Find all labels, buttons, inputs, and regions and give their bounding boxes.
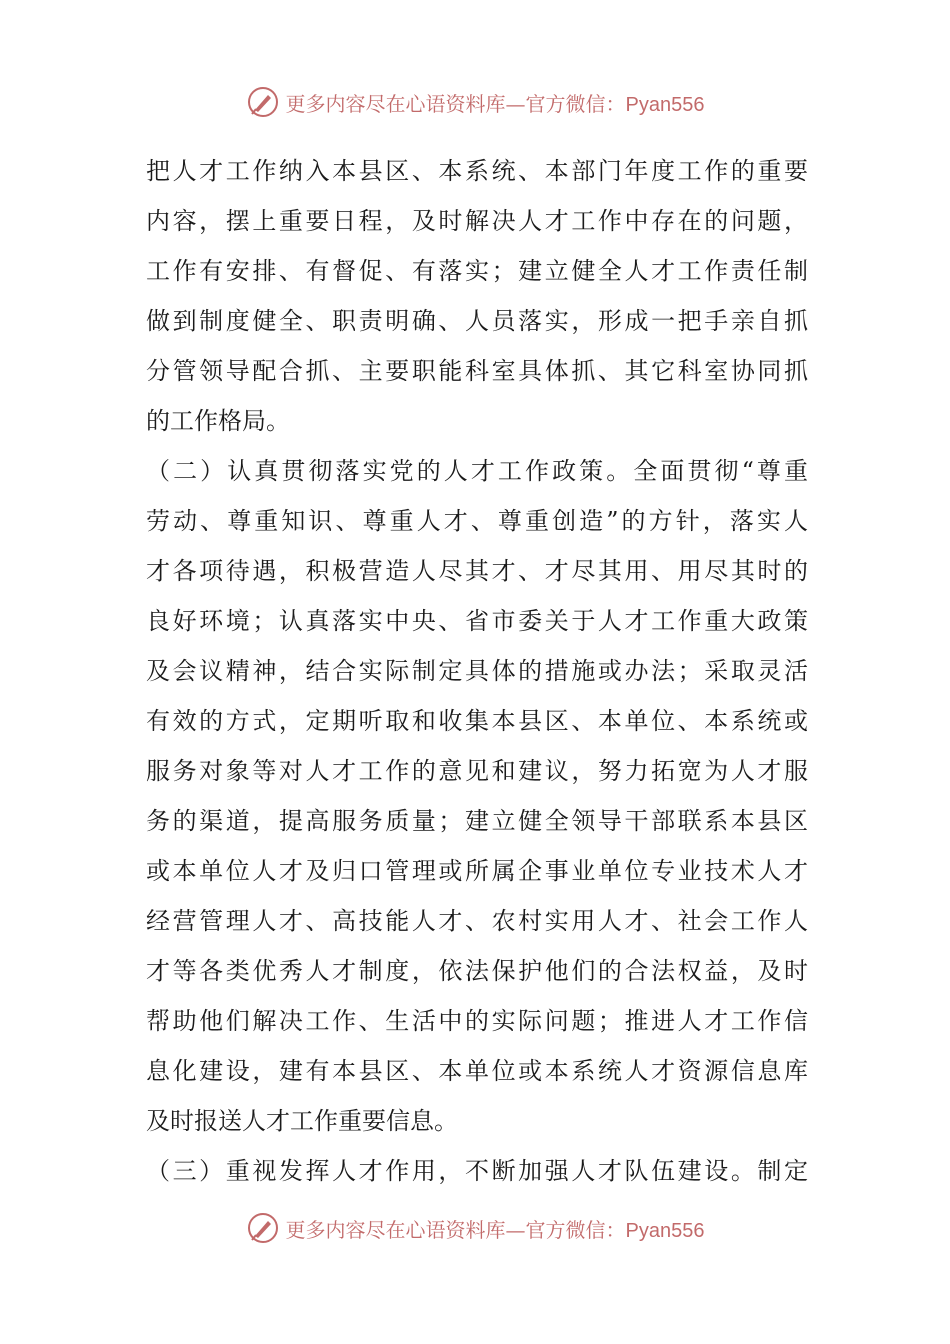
text-line: 务的渠道，提高服务质量；建立健全领导干部联系本县区 xyxy=(146,807,808,835)
text-line: 服务对象等对人才工作的意见和建议，努力拓宽为人才服 xyxy=(146,757,808,785)
text-line: 帮助他们解决工作、生活中的实际问题；推进人才工作信 xyxy=(146,1007,808,1035)
text-line: 有效的方式，定期听取和收集本县区、本单位、本系统或 xyxy=(146,707,808,735)
text-line: 才等各类优秀人才制度，依法保护他们的合法权益，及时 xyxy=(146,957,808,985)
header-wechat-id: Pyan556 xyxy=(625,93,705,116)
text-line: 做到制度健全、职责明确、人员落实，形成一把手亲自抓 xyxy=(146,307,808,335)
text-line: 把人才工作纳入本县区、本系统、本部门年度工作的重要 xyxy=(146,157,808,185)
text-line: 及会议精神，结合实际制定具体的措施或办法；采取灵活 xyxy=(146,657,808,685)
section-heading-line: （三）重视发挥人才作用，不断加强人才队伍建设。制定 xyxy=(146,1157,808,1185)
pen-logo-icon xyxy=(246,85,280,119)
text-line: 内容，摆上重要日程，及时解决人才工作中存在的问题， xyxy=(146,207,808,235)
text-line: 分管领导配合抓、主要职能科室具体抓、其它科室协同抓 xyxy=(146,357,808,385)
text-line: 及时报送人才工作重要信息。 xyxy=(146,1107,458,1135)
footer-wechat-id: Pyan556 xyxy=(625,1219,705,1242)
text-line: 经营管理人才、高技能人才、农村实用人才、社会工作人 xyxy=(146,907,808,935)
section-heading-line: （二）认真贯彻落实党的人才工作政策。全面贯彻“尊重 xyxy=(146,457,808,485)
header-banner xyxy=(0,82,950,122)
text-line: 工作有安排、有督促、有落实；建立健全人才工作责任制 xyxy=(146,257,808,285)
text-line: 的工作格局。 xyxy=(146,407,290,435)
text-line: 息化建设，建有本县区、本单位或本系统人才资源信息库 xyxy=(146,1057,808,1085)
text-line: 良好环境；认真落实中央、省市委关于人才工作重大政策 xyxy=(146,607,808,635)
document-body xyxy=(146,146,808,1196)
text-line: 或本单位人才及归口管理或所属企事业单位专业技术人才 xyxy=(146,857,808,885)
footer-banner-text: 更多内容尽在心语资料库—官方微信：Pyan556 xyxy=(285,1217,705,1242)
footer-banner xyxy=(0,1208,950,1248)
pen-logo-icon xyxy=(246,1211,280,1245)
text-line: 才各项待遇，积极营造人尽其才、才尽其用、用尽其时的 xyxy=(146,557,808,585)
text-line: 劳动、尊重知识、尊重人才、尊重创造”的方针，落实人 xyxy=(146,507,808,535)
header-banner-text: 更多内容尽在心语资料库—官方微信：Pyan556 xyxy=(285,91,705,116)
